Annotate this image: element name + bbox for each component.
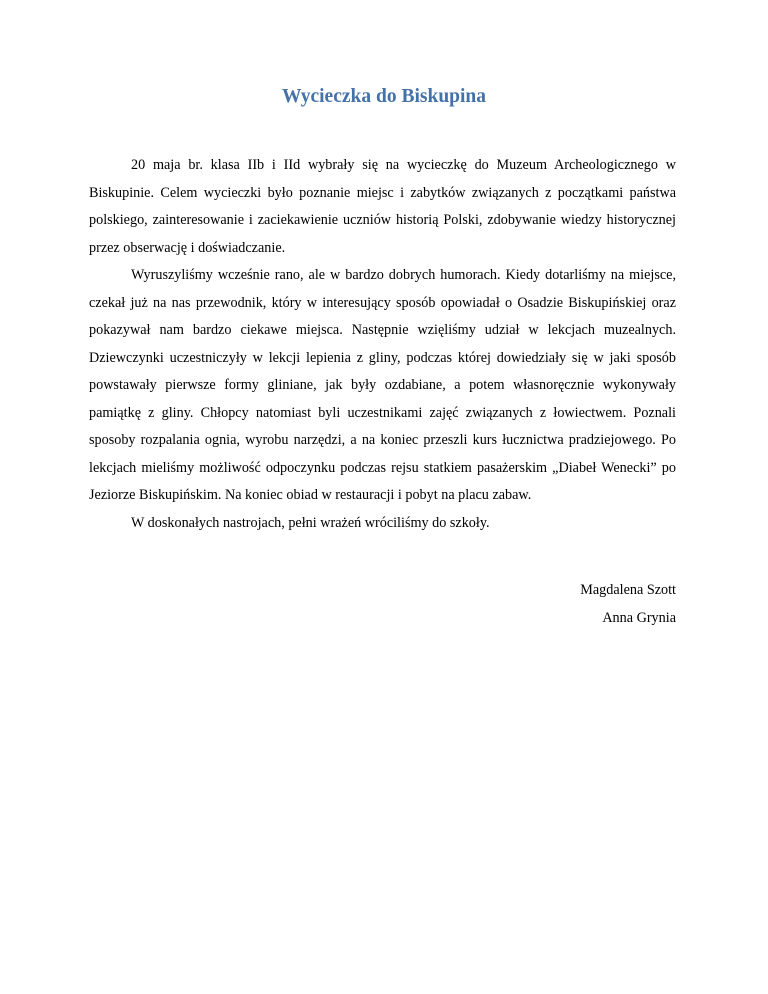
paragraph-intro: 20 maja br. klasa IIb i IId wybrały się na wycieczkę do Muzeum Archeologicznego w Biskupinie. Celem wycieczki było poznanie miejsc i zabytków związanych z początkami państwa polskiego, zainteresowanie i zaciekawienie uczniów historią Polski, zdobywanie wiedzy historycznej przez obserwację i doświadczanie. (89, 157, 676, 256)
authors-signature (400, 577, 676, 632)
document-title: Wycieczka do Biskupina (281, 86, 487, 107)
paragraph-trip-description: Wyruszyliśmy wcześnie rano, ale w bardzo dobrych humorach. Kiedy dotarliśmy na miejsce, czekał już na nas przewodnik, który w interesujący sposób opowiadał o Osadzie Biskupińskiej oraz pokazywał nam bardzo ciekawe miejsca. Następnie wzięliśmy udział w lekcjach muzealnych. Dziewczynki uczestniczyły w lekcji lepienia z gliny, podczas której dowiedziały się w jaki sposób powstawały pierwsze formy gliniane, jak były ozdabiane, a potem własnoręcznie wykonywały pamiątkę z gliny. Chłopcy natomiast byli uczestnikami zajęć związanych z łowiectwem. Poznali sposoby rozpalania ognia, wyrobu narzędzi, a na koniec przeszli kurs łucznictwa pradziejowego. Po lekcjach mieliśmy możliwość odpoczynku podczas rejsu statkiem pasażerskim „Diabeł Wenecki” po Jeziorze Biskupińskim. Na koniec obiad w restauracji i pobyt na placu zabaw. (89, 267, 676, 503)
paragraph-closing: W doskonałych nastrojach, pełni wrażeń wróciliśmy do szkoły. (131, 514, 490, 531)
author-name: Magdalena Szott (580, 582, 676, 598)
author-name: Anna Grynia (602, 609, 676, 626)
document-body (89, 152, 676, 537)
